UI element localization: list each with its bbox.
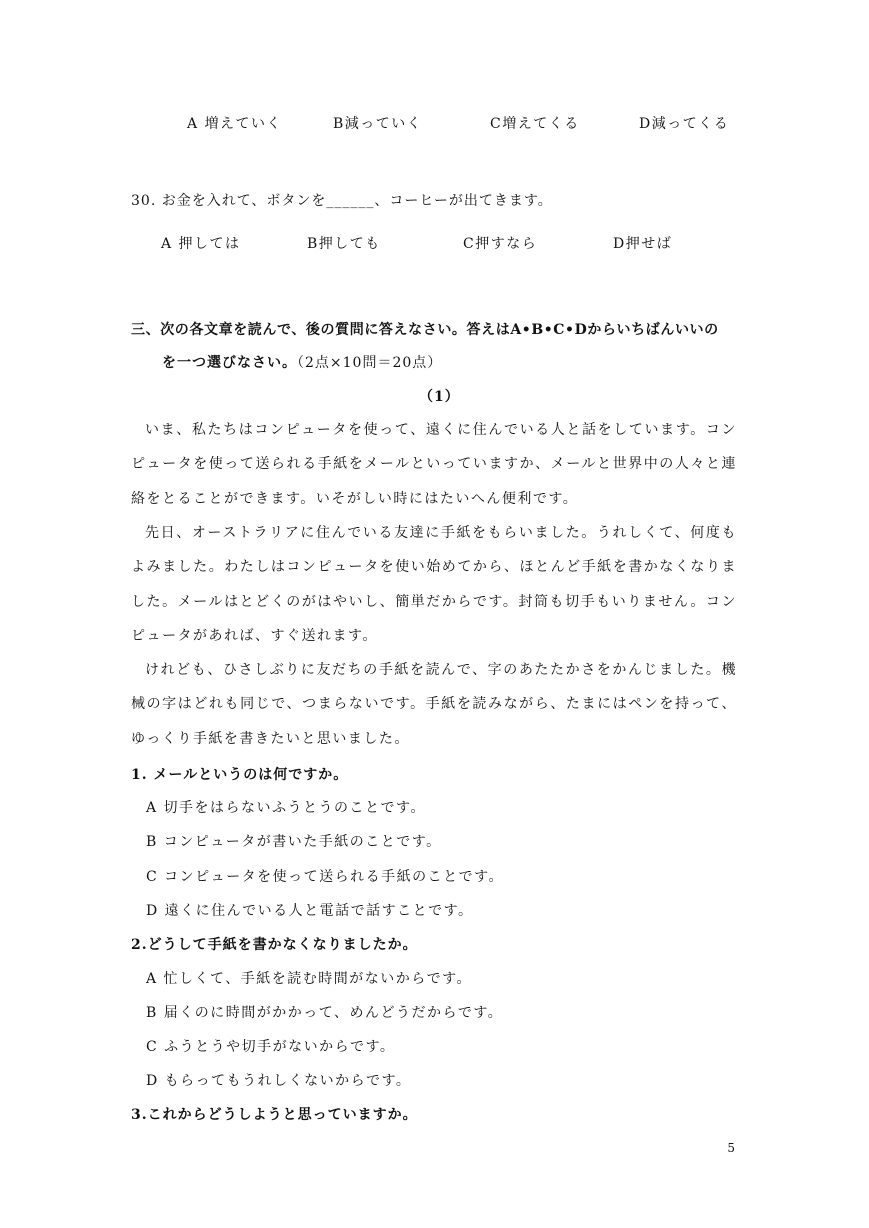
section3-title-line2 <box>162 352 442 372</box>
question-1-choice-d: D 遠くに住んでいる人と電話で話すことです。 <box>146 903 474 919</box>
question-3: 3.これからどうしようと思っていますか。 <box>131 1107 418 1123</box>
question-2-choice-b: B 届くのに時間がかかって、めんどうだからです。 <box>146 1005 504 1021</box>
q29-option-d: D減ってくる <box>639 116 730 132</box>
q29-option-b: B減っていく <box>333 116 423 132</box>
question-1-choice-a: A 切手をはらないふうとうのことです。 <box>146 800 426 816</box>
question-1-choice-c: C コンピュータを使って送られる手紙のことです。 <box>146 869 505 885</box>
q29-options <box>0 113 869 133</box>
question-2: 2.どうして手紙を書かなくなりましたか。 <box>131 937 418 953</box>
q30-option-d: D押せば <box>613 236 673 252</box>
question-1: 1. メールというのは何ですか。 <box>131 767 349 783</box>
page-number: 5 <box>727 1141 735 1155</box>
q30-option-c: C押すなら <box>463 236 538 252</box>
question-2-choice-d: D もらってもうれしくないからです。 <box>146 1073 412 1089</box>
passage-paragraph-3: けれども、ひさしぶりに友だちの手紙を読んで、字のあたたかさをかんじました。機械の字はどれも同じで、つまらないです。手紙を読みながら、たまにはペンを持って、ゆっくり手紙を書きたいと思いました。 <box>131 662 737 747</box>
section3-title-line1: 三、次の各文章を読んで、後の質問に答えなさい。答えはA•B•C•Dからいちばんいいの <box>131 322 719 338</box>
q30-option-a: A 押しては <box>161 236 241 252</box>
q29-option-a: A 増えていく <box>187 116 283 132</box>
q30-options <box>0 233 869 253</box>
q29-option-c: C増えてくる <box>490 116 580 132</box>
q30-stem: 30. お金を入れて、ボタンを______、コーヒーが出てきます。 <box>131 193 553 209</box>
q30-option-b: B押しても <box>307 236 381 252</box>
section3-instruction: を一つ選びなさい。 <box>162 355 297 371</box>
question-1-choice-b: B コンピュータが書いた手紙のことです。 <box>146 834 442 850</box>
question-2-choice-c: C ふうとうや切手がないからです。 <box>146 1039 396 1055</box>
section3-score: （2点×10問＝20点） <box>297 355 443 371</box>
passage-paragraph-1: いま、私たちはコンピュータを使って、遠くに住んでいる人と話をしています。コンピュータを使って送られる手紙をメールといっていますか、メールと世界中の人々と連絡をとることができます。いそがしい時にはたいへん便利です。 <box>131 422 737 507</box>
passage-number: （1） <box>419 389 460 405</box>
question-2-choice-a: A 忙しくて、手紙を読む時間がないからです。 <box>146 971 473 987</box>
passage-paragraph-2: 先日、オーストラリアに住んでいる友達に手紙をもらいました。うれしくて、何度もよみました。わたしはコンピュータを使い始めてから、ほとんど手紙を書かなくなりました。メールはとどくのがはやいし、簡単だからです。封筒も切手もいりません。コンピュータがあれば、すぐ送れます。 <box>131 525 737 644</box>
